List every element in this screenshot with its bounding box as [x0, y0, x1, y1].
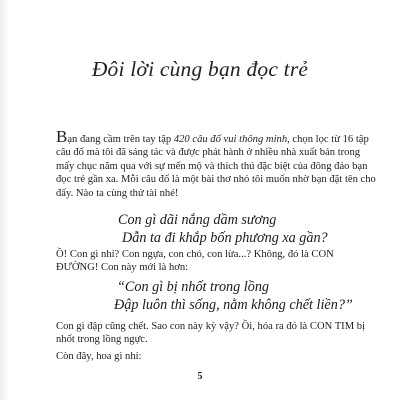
- intro-paragraph: [56, 127, 378, 200]
- intro-text-start: ạn đang cầm trên tay tập: [67, 134, 174, 145]
- riddle-2-line-2: Đập luôn thì sống, nằm không chết liền?”: [114, 297, 353, 313]
- riddle-1-line-1: Con gì dãi nắng dầm sương: [118, 212, 277, 228]
- answer-2-paragraph: Con gì đập cũng chết. Sao con này kỳ vậy? Ồi, hóa ra đó là CON TIM bị nhốt trong lồng ngực.: [56, 321, 366, 346]
- riddle-1-line-2: Dẫn ta đi khắp bốn phương xa gần?: [122, 230, 328, 246]
- riddle-2-line-1: “Con gì bị nhốt trong lồng: [117, 279, 270, 295]
- book-title: 420 câu đố vui thông minh: [173, 134, 288, 145]
- page-number: 5: [197, 371, 203, 382]
- answer-1-paragraph: Ồ! Con gì nhỉ? Con ngựa, con chó, con lừa...? Không, đó là CON ĐƯỜNG! Con này mới là hơn:: [56, 249, 334, 274]
- closing-paragraph: Còn đây, hoa gì nhỉ:: [56, 351, 142, 362]
- intro-text-end: , chọn lọc từ 16 tập câu đố mà tôi đã sáng tác và được phát hành ở nhiều nhà xuất bản trong mấy chục năm qua với sự mến mộ và thích thú đặc biệt của đông đảo bạn đọc trẻ gần xa. Mỗi câu đố là một bài thơ nhỏ tôi muốn nhờ bạn đặt tên cho đấy. Nào ta cùng thử tài nhé!: [56, 134, 376, 199]
- drop-cap: B: [56, 127, 68, 146]
- page-title: Đôi lời cùng bạn đọc trẻ: [91, 57, 309, 81]
